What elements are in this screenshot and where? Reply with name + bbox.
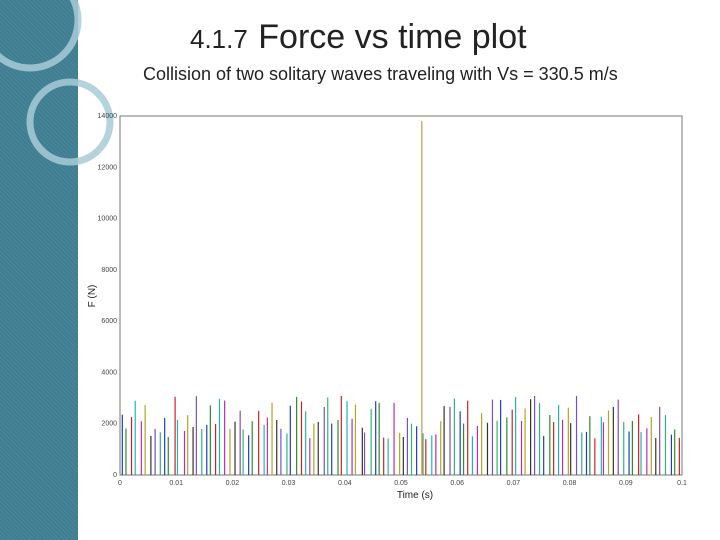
x-tick-label: 0.03: [281, 480, 296, 487]
y-tick-label: 8000: [101, 266, 117, 274]
x-tick-label: 0.02: [225, 480, 240, 487]
plot-frame: [120, 116, 682, 475]
x-tick-label: 0.09: [618, 480, 633, 487]
y-tick-label: 12000: [97, 164, 117, 172]
x-axis-label: Time (s): [396, 490, 434, 501]
x-tick-label: 0.08: [562, 480, 577, 487]
pulse-series: [122, 121, 679, 475]
y-tick-label: 4000: [101, 369, 117, 377]
x-tick-label: 0: [118, 480, 122, 487]
x-tick-label: 0.04: [337, 480, 352, 487]
y-axis-label: F (N): [87, 284, 98, 308]
x-tick-label: 0.1: [677, 480, 687, 487]
x-tick-label: 0.06: [450, 480, 465, 487]
y-tick-label: 6000: [101, 318, 117, 326]
x-tick-label: 0.05: [394, 480, 408, 487]
axis-ticks: [98, 113, 687, 487]
x-tick-label: 0.01: [169, 480, 184, 487]
y-tick-label: 14000: [97, 113, 117, 120]
x-tick-label: 0.07: [506, 480, 521, 487]
section-number: 4.1.7: [190, 24, 248, 54]
y-tick-label: 0: [113, 472, 117, 479]
y-tick-label: 10000: [97, 215, 117, 223]
title-text: Force vs time plot: [258, 18, 527, 56]
slide-subtitle: Collision of two solitary waves traveling with Vs = 330.5 m/s: [143, 64, 618, 84]
y-tick-label: 2000: [101, 420, 117, 428]
